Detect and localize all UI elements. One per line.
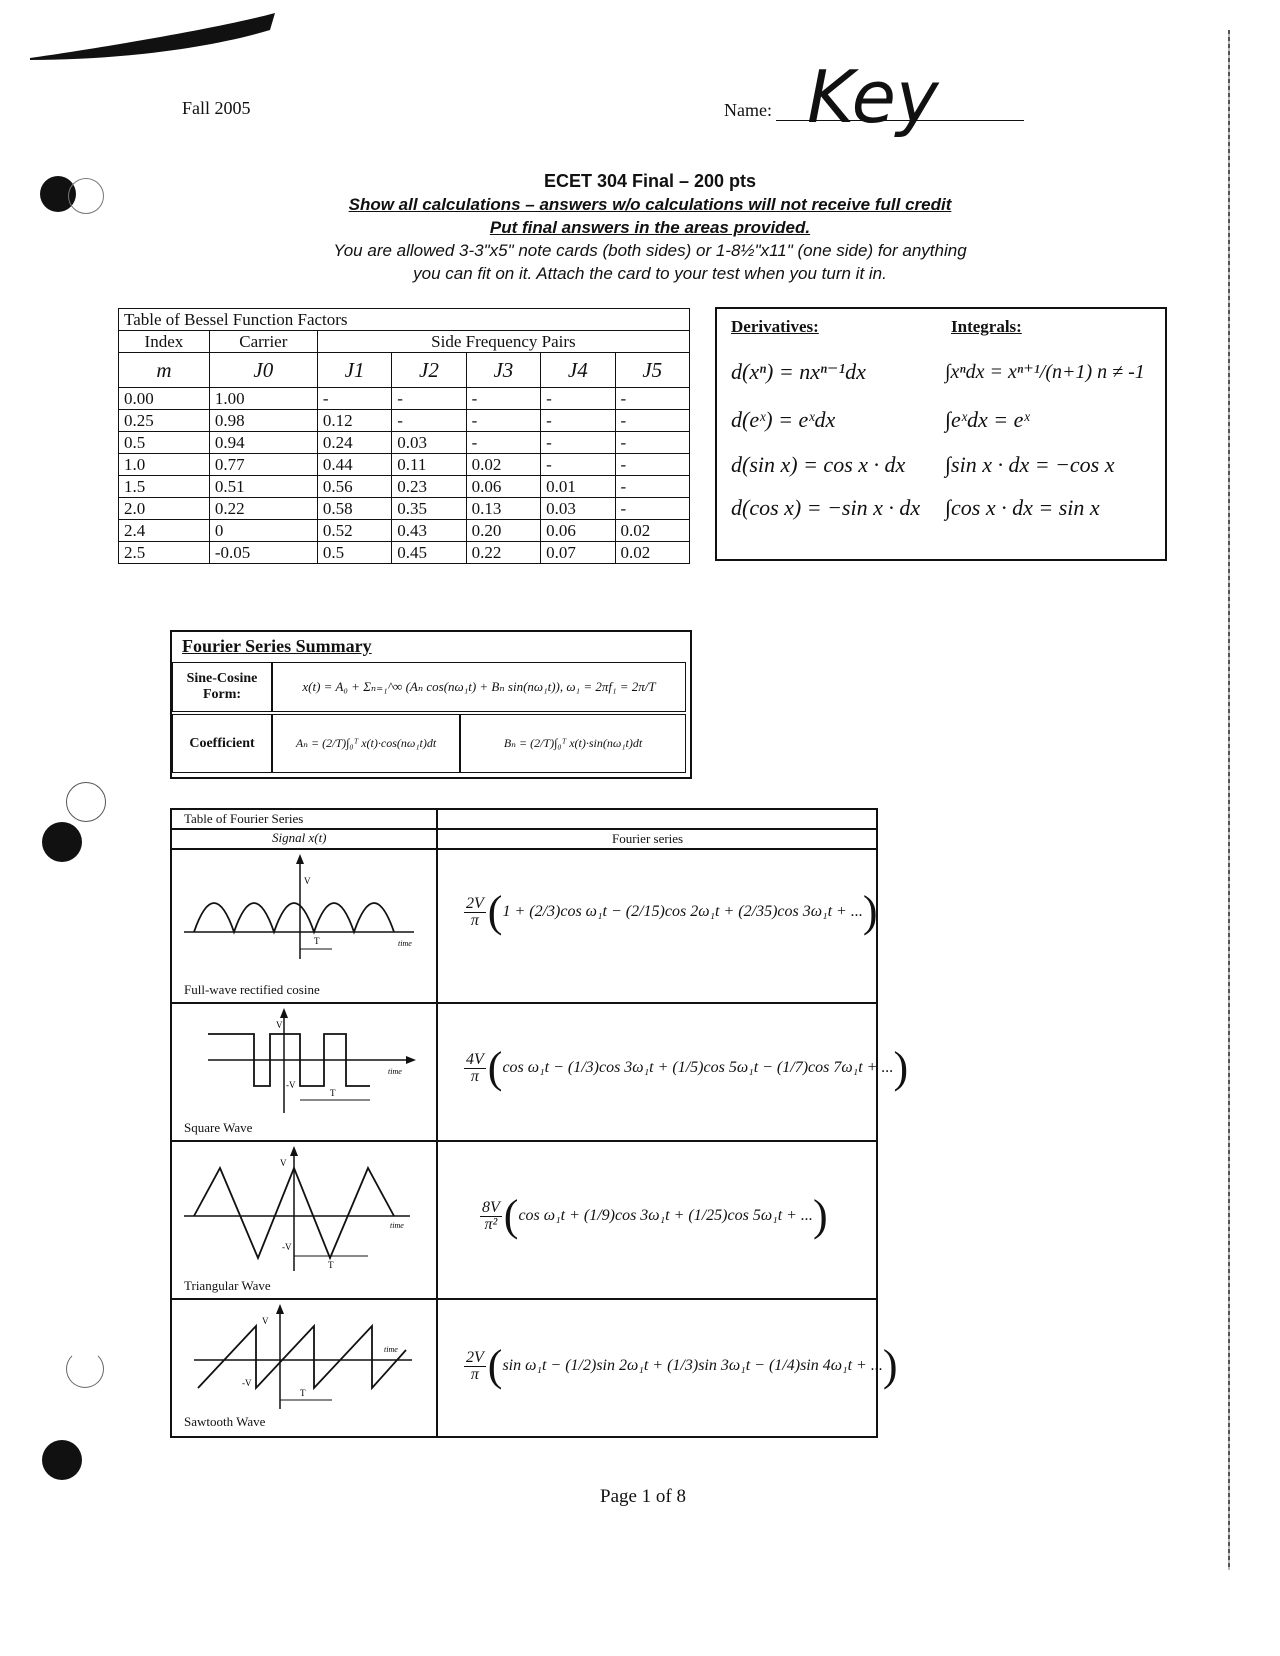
coef-num: 2V bbox=[466, 1348, 484, 1366]
table-cell: 0.5 bbox=[119, 432, 210, 454]
table-cell: 0.35 bbox=[392, 498, 466, 520]
coef-num: 2V bbox=[466, 894, 484, 912]
series-full-wave: $\frac{2V}{\pi}$ ( 1 + (2/3)cos ω₁t − (2/15)cos 2ω₁t + (2/35)cos 3ω₁t + ... ) bbox=[466, 887, 878, 936]
form-label: Sine-Cosine Form: bbox=[172, 662, 272, 712]
scan-smudge bbox=[20, 8, 280, 68]
table-cell: - bbox=[541, 432, 615, 454]
signal-name: Square Wave bbox=[184, 1120, 253, 1135]
full-wave-rectified-graph bbox=[184, 854, 424, 964]
graph-time-label: time bbox=[384, 1345, 398, 1354]
integrals-heading: Integrals: bbox=[951, 317, 1022, 336]
table-cell: 0.45 bbox=[392, 542, 466, 564]
table-cell: - bbox=[615, 454, 689, 476]
fourier-summary bbox=[170, 630, 692, 779]
table-cell: 0.98 bbox=[209, 410, 317, 432]
table-cell: 1.5 bbox=[119, 476, 210, 498]
square-wave-graph bbox=[184, 1008, 424, 1118]
fourier-table bbox=[170, 808, 909, 1438]
series-triangular: $\frac{8V}{\text{π²}}$ ( cos ω₁t + (1/9)cos 3ω₁t + (1/25)cos 5ω₁t + ... ) bbox=[482, 1191, 828, 1240]
coef-num: 8V bbox=[482, 1198, 500, 1216]
bessel-symbol: J0 bbox=[209, 353, 317, 388]
name-value: Key bbox=[807, 55, 939, 139]
table-cell: 0.03 bbox=[392, 432, 466, 454]
table-row bbox=[119, 520, 690, 542]
table-cell: - bbox=[392, 410, 466, 432]
graph-v-label: V bbox=[280, 1158, 287, 1168]
bessel-symbol: J3 bbox=[466, 353, 540, 388]
graph-t-label: T bbox=[300, 1388, 306, 1398]
table-cell: 0.20 bbox=[466, 520, 540, 542]
table-cell: 0.11 bbox=[392, 454, 466, 476]
table-cell: 2.5 bbox=[119, 542, 210, 564]
name-label: Name: bbox=[724, 100, 772, 120]
graph-t-label: T bbox=[330, 1088, 336, 1098]
coef-num: 4V bbox=[466, 1050, 484, 1068]
fourier-table-caption: Table of Fourier Series bbox=[184, 811, 304, 826]
signal-name: Sawtooth Wave bbox=[184, 1414, 266, 1429]
table-cell: 0.52 bbox=[317, 520, 391, 542]
punch-hole bbox=[66, 782, 106, 822]
table-cell: - bbox=[541, 410, 615, 432]
sawtooth-wave-graph bbox=[184, 1304, 424, 1414]
name-handwriting bbox=[805, 40, 945, 170]
table-cell: 0.00 bbox=[119, 388, 210, 410]
bessel-caption: Table of Bessel Function Factors bbox=[119, 309, 690, 331]
integral-cos: ∫cos x · dx = sin x bbox=[945, 495, 1100, 520]
table-cell: 0.43 bbox=[392, 520, 466, 542]
bessel-symbol: J2 bbox=[392, 353, 466, 388]
page-number: Page 1 of 8 bbox=[600, 1486, 687, 1507]
triangular-wave-graph bbox=[184, 1146, 424, 1276]
table-cell: - bbox=[541, 388, 615, 410]
integral-sin: ∫sin x · dx = −cos x bbox=[945, 452, 1115, 477]
table-cell: - bbox=[615, 476, 689, 498]
table-row bbox=[119, 388, 690, 410]
table-cell: 0.94 bbox=[209, 432, 317, 454]
table-cell: 0.12 bbox=[317, 410, 391, 432]
bessel-symbol: J1 bbox=[317, 353, 391, 388]
punch-hole bbox=[66, 1350, 104, 1388]
table-cell: 2.4 bbox=[119, 520, 210, 542]
instruction-notes-1: You are allowed 3-3"x5" note cards (both sides) or 1-8½"x11" (one side) for anything bbox=[333, 241, 967, 260]
bessel-col-carrier: Carrier bbox=[209, 331, 317, 353]
semester-label: Fall 2005 bbox=[182, 98, 251, 118]
table-row bbox=[119, 410, 690, 432]
graph-neg-v-label: -V bbox=[282, 1242, 292, 1252]
table-cell: 0.02 bbox=[615, 542, 689, 564]
table-cell: 0.22 bbox=[466, 542, 540, 564]
integral-power: ∫xⁿdx = xⁿ⁺¹/(n+1) n ≠ -1 bbox=[945, 361, 1145, 383]
table-row bbox=[119, 432, 690, 454]
table-cell: - bbox=[392, 388, 466, 410]
table-cell: - bbox=[317, 388, 391, 410]
table-cell: 0.01 bbox=[541, 476, 615, 498]
table-cell: 0.25 bbox=[119, 410, 210, 432]
table-cell: - bbox=[541, 454, 615, 476]
table-cell: 0.02 bbox=[615, 520, 689, 542]
series-square: $\frac{4V}{\pi}$ ( cos ω₁t − (1/3)cos 3ω₁t + (1/5)cos 5ω₁t − (1/7)cos 7ω₁t + ... ) bbox=[466, 1043, 909, 1092]
table-cell: - bbox=[615, 498, 689, 520]
coef-den: π bbox=[470, 1067, 479, 1085]
instruction-calculations: Show all calculations – answers w/o calculations will not receive full credit bbox=[348, 195, 952, 214]
table-cell: 0.58 bbox=[317, 498, 391, 520]
form-formula: x(t) = A₀ + Σₙ₌₁^∞ (Aₙ cos(nω₁t) + Bₙ sin(nω₁t)), ω₁ = 2πf₁ = 2π/T bbox=[272, 662, 686, 712]
scan-edge bbox=[1228, 30, 1230, 1570]
bessel-table bbox=[118, 308, 690, 564]
table-cell: 0.06 bbox=[541, 520, 615, 542]
table-cell: - bbox=[466, 388, 540, 410]
table-cell: 0.5 bbox=[317, 542, 391, 564]
coef-den: π bbox=[470, 911, 479, 929]
table-cell: 2.0 bbox=[119, 498, 210, 520]
series-terms: sin ω₁t − (1/2)sin 2ω₁t + (1/3)sin 3ω₁t − (1/4)sin 4ω₁t + ... bbox=[502, 1357, 883, 1374]
bessel-symbol: J4 bbox=[541, 353, 615, 388]
punch-hole bbox=[42, 822, 82, 862]
table-cell: - bbox=[615, 432, 689, 454]
exam-header bbox=[200, 170, 1100, 285]
table-cell: - bbox=[615, 388, 689, 410]
table-cell: - bbox=[466, 410, 540, 432]
table-row bbox=[119, 476, 690, 498]
coef-den: π² bbox=[484, 1215, 498, 1233]
graph-v-label: V bbox=[262, 1316, 269, 1326]
coef-den: π bbox=[470, 1365, 479, 1383]
series-terms: cos ω₁t − (1/3)cos 3ω₁t + (1/5)cos 5ω₁t − (1/7)cos 7ω₁t + ... bbox=[502, 1059, 894, 1076]
col-signal: Signal x(t) bbox=[272, 830, 327, 845]
series-terms: cos ω₁t + (1/9)cos 3ω₁t + (1/25)cos 5ω₁t + ... bbox=[518, 1207, 813, 1224]
derivatives-heading: Derivatives: bbox=[731, 317, 819, 336]
graph-v-label: V bbox=[276, 1020, 283, 1030]
bessel-col-side: Side Frequency Pairs bbox=[317, 331, 689, 353]
graph-t-label: T bbox=[314, 936, 320, 946]
table-cell: 0.03 bbox=[541, 498, 615, 520]
table-cell: 0.24 bbox=[317, 432, 391, 454]
graph-time-label: time bbox=[390, 1221, 404, 1230]
table-cell: 1.0 bbox=[119, 454, 210, 476]
calculus-reference bbox=[715, 307, 1167, 561]
col-series: Fourier series bbox=[612, 831, 684, 846]
derivative-power: d(xⁿ) = nxⁿ⁻¹dx bbox=[731, 359, 866, 384]
coefficient-label: Coefficient bbox=[172, 714, 272, 773]
coefficient-b: Bₙ = (2/T)∫₀ᵀ x(t)·sin(nω₁t)dt bbox=[460, 714, 686, 773]
bessel-col-index: Index bbox=[119, 331, 210, 353]
exam-title: ECET 304 Final – 200 pts bbox=[543, 171, 757, 191]
fourier-summary-title: Fourier Series Summary bbox=[182, 636, 372, 656]
series-terms: 1 + (2/3)cos ω₁t − (2/15)cos 2ω₁t + (2/35)cos 3ω₁t + ... bbox=[502, 903, 863, 920]
bessel-symbol: J5 bbox=[615, 353, 689, 388]
coefficient-a: Aₙ = (2/T)∫₀ᵀ x(t)·cos(nω₁t)dt bbox=[272, 714, 460, 773]
derivative-sin: d(sin x) = cos x · dx bbox=[731, 452, 906, 477]
series-sawtooth: $\frac{2V}{\pi}$ ( sin ω₁t − (1/2)sin 2ω₁t + (1/3)sin 3ω₁t − (1/4)sin 4ω₁t + ... ) bbox=[466, 1341, 898, 1390]
table-cell: 0.44 bbox=[317, 454, 391, 476]
table-cell: 0 bbox=[209, 520, 317, 542]
derivative-cos: d(cos x) = −sin x · dx bbox=[731, 495, 921, 520]
derivative-exp: d(eˣ) = eˣdx bbox=[731, 407, 836, 432]
instruction-answers: Put final answers in the areas provided. bbox=[489, 218, 811, 237]
table-cell: - bbox=[466, 432, 540, 454]
graph-time-label: time bbox=[388, 1067, 402, 1076]
graph-neg-v-label: -V bbox=[242, 1378, 252, 1388]
punch-hole bbox=[68, 178, 104, 214]
table-cell: 0.51 bbox=[209, 476, 317, 498]
signal-name: Triangular Wave bbox=[184, 1278, 271, 1293]
punch-hole bbox=[42, 1440, 82, 1480]
table-row bbox=[119, 498, 690, 520]
graph-time-label: time bbox=[398, 939, 412, 948]
integral-exp: ∫eˣdx = eˣ bbox=[945, 407, 1030, 432]
instruction-notes-2: you can fit on it. Attach the card to your test when you turn it in. bbox=[413, 264, 887, 283]
graph-v-label: V bbox=[304, 876, 311, 886]
graph-neg-v-label: -V bbox=[286, 1080, 296, 1090]
table-row bbox=[119, 542, 690, 564]
table-cell: 0.13 bbox=[466, 498, 540, 520]
table-cell: 0.06 bbox=[466, 476, 540, 498]
table-cell: 0.02 bbox=[466, 454, 540, 476]
table-cell: 0.23 bbox=[392, 476, 466, 498]
table-cell: -0.05 bbox=[209, 542, 317, 564]
signal-name: Full-wave rectified cosine bbox=[184, 982, 320, 997]
table-cell: 0.77 bbox=[209, 454, 317, 476]
table-cell: 1.00 bbox=[209, 388, 317, 410]
table-cell: 0.22 bbox=[209, 498, 317, 520]
table-cell: 0.07 bbox=[541, 542, 615, 564]
table-cell: - bbox=[615, 410, 689, 432]
graph-t-label: T bbox=[328, 1260, 334, 1270]
table-cell: 0.56 bbox=[317, 476, 391, 498]
bessel-symbol: m bbox=[119, 353, 210, 388]
table-row bbox=[119, 454, 690, 476]
